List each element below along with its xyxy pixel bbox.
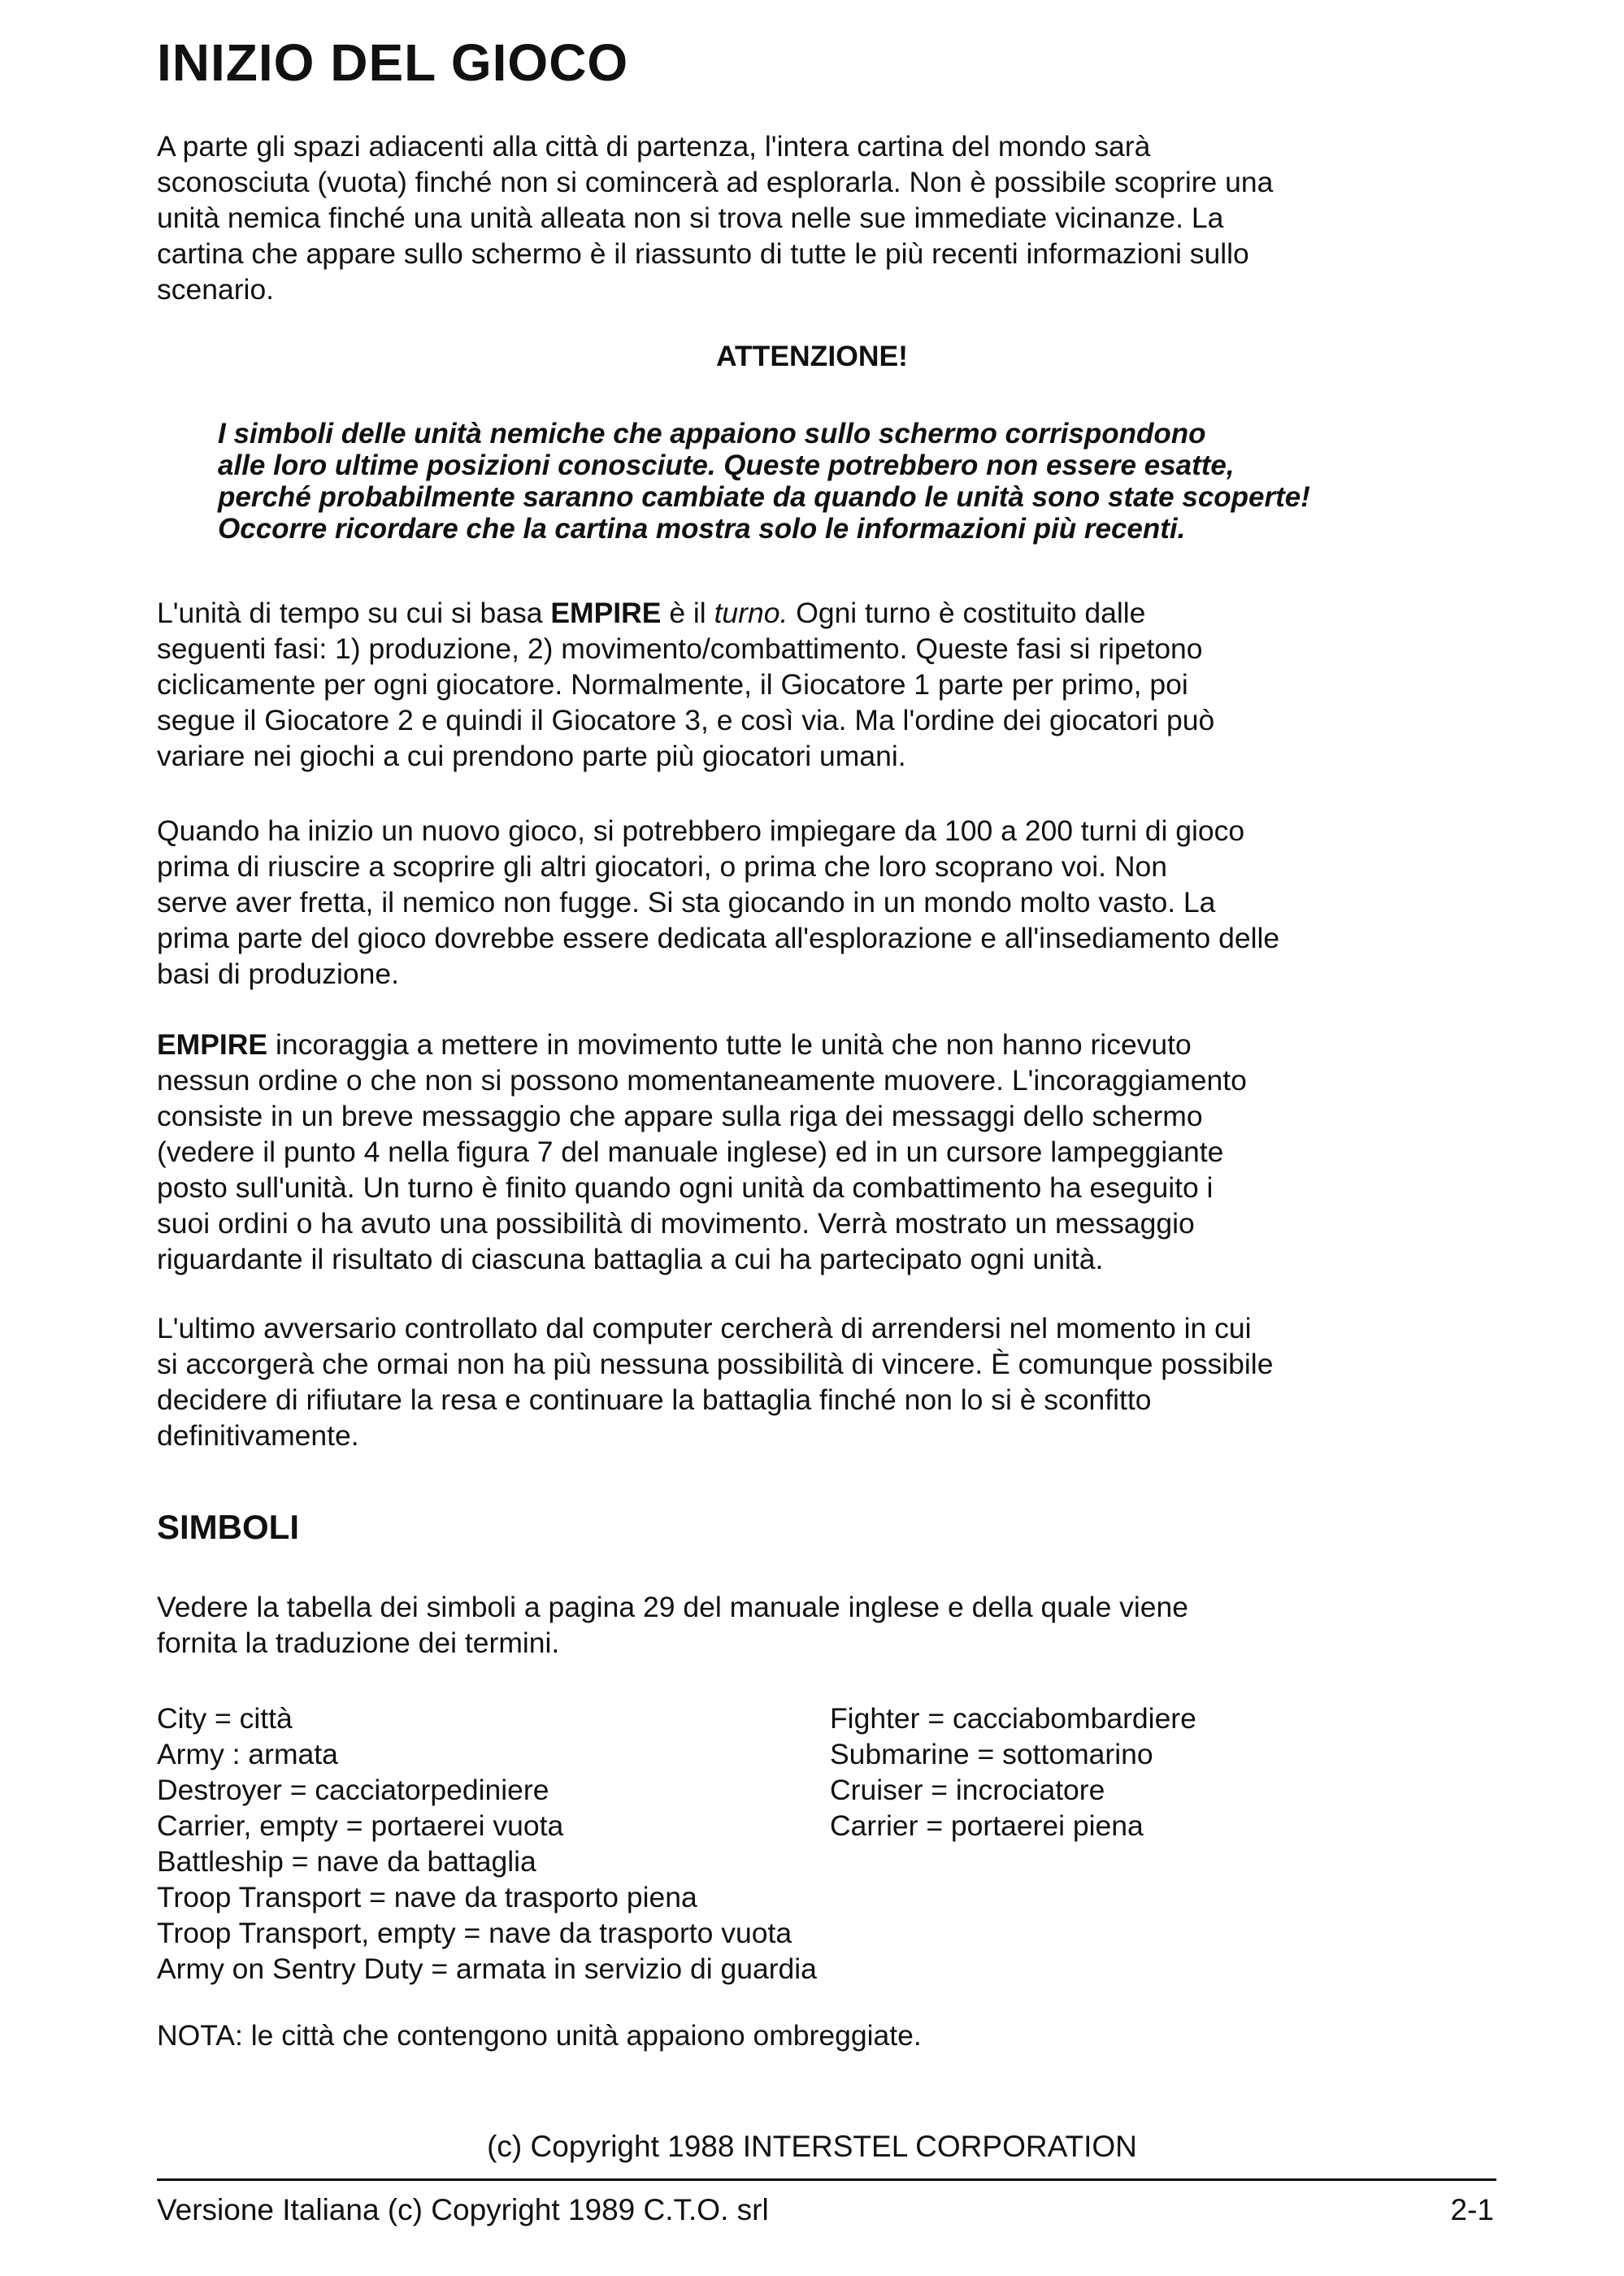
text-line: L'unità di tempo su cui si basa EMPIRE è il turno. Ogni turno è costituito dalle <box>157 597 1146 629</box>
note-text: NOTA: le città che contengono unità appaiono ombreggiate. <box>157 2019 922 2052</box>
symbol-entry: Carrier = portaerei piena <box>830 1809 1144 1842</box>
text-line: si accorgerà che ormai non ha più nessuna possibilità di vincere. È comunque possibile <box>157 1348 1274 1380</box>
text-line: posto sull'unità. Un turno è finito quando ogni unità da combattimento ha eseguito i <box>157 1171 1214 1204</box>
text-line: consiste in un breve messaggio che appare sulla riga dei messaggi dello schermo <box>157 1100 1203 1132</box>
page-title: INIZIO DEL GIOCO <box>157 33 629 92</box>
symbol-entry: Carrier, empty = portaerei vuota <box>157 1809 564 1842</box>
text-line: cartina che appare sullo schermo è il riassunto di tutte le più recenti informazioni sullo <box>157 237 1249 270</box>
last-paragraph <box>157 1310 1273 1453</box>
text-line: sconosciuta (vuota) finché non si comincerà ad esplorarla. Non è possibile scoprire una <box>157 166 1274 198</box>
note <box>157 2018 922 2053</box>
symbol-entry: Submarine = sottomarino <box>830 1738 1153 1770</box>
turn-paragraph <box>157 595 1214 774</box>
text-line: variare nei giochi a cui prendono parte più giocatori umani. <box>157 740 906 772</box>
text-line: prima parte del gioco dovrebbe essere dedicata all'esplorazione e all'insediamento delle <box>157 922 1280 954</box>
empire-term: EMPIRE <box>157 1028 268 1061</box>
symbol-entry: Army : armata <box>157 1738 338 1770</box>
turn-term: turno. <box>714 597 788 629</box>
symbols-right-column <box>830 1700 1196 1844</box>
footer-divider <box>157 2178 1496 2181</box>
text-line: suoi ordini o ha avuto una possibilità di movimento. Verrà mostrato un messaggio <box>157 1207 1195 1240</box>
warning-paragraph <box>218 418 1310 545</box>
text-line: unità nemica finché una unità alleata non si trova nelle sue immediate vicinanze. La <box>157 202 1224 234</box>
intro-paragraph <box>157 128 1273 307</box>
symbol-entry: Troop Transport = nave da trasporto piena <box>157 1881 697 1913</box>
symbols-left-column <box>157 1700 817 1987</box>
symbol-entry: Fighter = cacciabombardiere <box>830 1702 1196 1735</box>
warning-heading: ATTENZIONE! <box>716 340 908 372</box>
symbol-entry: Army on Sentry Duty = armata in servizio di guardia <box>157 1952 817 1985</box>
symbols-intro <box>157 1589 1188 1661</box>
text-line: nessun ordine o che non si possono momentaneamente muovere. L'incoraggiamento <box>157 1064 1247 1097</box>
start-paragraph <box>157 813 1279 992</box>
copyright-line: (c) Copyright 1988 INTERSTEL CORPORATION <box>487 2130 1137 2163</box>
text-line: ciclicamente per ogni giocatore. Normalmente, il Giocatore 1 parte per primo, poi <box>157 668 1188 701</box>
empire-term: EMPIRE <box>550 597 662 629</box>
footer-edition: Versione Italiana (c) Copyright 1989 C.T.O. srl <box>157 2193 769 2226</box>
text-line: basi di produzione. <box>157 958 400 990</box>
symbols-heading: SIMBOLI <box>157 1508 299 1546</box>
text-line: riguardante il risultato di ciascuna battaglia a cui ha partecipato ogni unità. <box>157 1243 1104 1275</box>
symbol-entry: Destroyer = cacciatorpediniere <box>157 1774 549 1806</box>
symbol-entry: Troop Transport, empty = nave da trasporto vuota <box>157 1917 792 1949</box>
text-line: Vedere la tabella dei simboli a pagina 29 del manuale inglese e della quale viene <box>157 1591 1189 1623</box>
empire-paragraph <box>157 1027 1247 1277</box>
text-line: alle loro ultime posizioni conosciute. Queste potrebbero non essere esatte, <box>218 450 1235 481</box>
text-line: Occorre ricordare che la cartina mostra solo le informazioni più recenti. <box>218 513 1186 545</box>
text-line: I simboli delle unità nemiche che appaiono sullo schermo corrispondono <box>218 418 1206 450</box>
text-line: (vedere il punto 4 nella figura 7 del manuale inglese) ed in un cursore lampeggiante <box>157 1136 1224 1168</box>
symbol-entry: City = città <box>157 1702 293 1735</box>
text-line: fornita la traduzione dei termini. <box>157 1627 560 1659</box>
text-line: EMPIRE incoraggia a mettere in movimento tutte le unità che non hanno ricevuto <box>157 1028 1192 1061</box>
page-number: 2-1 <box>1450 2193 1494 2226</box>
text-line: definitivamente. <box>157 1419 359 1452</box>
text-line: L'ultimo avversario controllato dal computer cercherà di arrendersi nel momento in cui <box>157 1312 1252 1344</box>
text-line: segue il Giocatore 2 e quindi il Giocatore 3, e così via. Ma l'ordine dei giocatori può <box>157 704 1215 736</box>
symbol-entry: Battleship = nave da battaglia <box>157 1845 536 1878</box>
text-line: scenario. <box>157 273 275 306</box>
text-line: prima di riuscire a scoprire gli altri giocatori, o prima che loro scoprano voi. Non <box>157 850 1168 883</box>
text-line: perché probabilmente saranno cambiate da quando le unità sono state scoperte! <box>218 481 1310 513</box>
symbol-entry: Cruiser = incrociatore <box>830 1774 1105 1806</box>
text-line: decidere di rifiutare la resa e continuare la battaglia finché non lo si è sconfitto <box>157 1383 1152 1416</box>
text-line: seguenti fasi: 1) produzione, 2) movimento/combattimento. Queste fasi si ripetono <box>157 632 1203 665</box>
text-line: serve aver fretta, il nemico non fugge. Si sta giocando in un mondo molto vasto. La <box>157 886 1216 919</box>
text-line: Quando ha inizio un nuovo gioco, si potrebbero impiegare da 100 a 200 turni di gioco <box>157 814 1245 847</box>
text-line: A parte gli spazi adiacenti alla città di partenza, l'intera cartina del mondo sarà <box>157 130 1151 163</box>
